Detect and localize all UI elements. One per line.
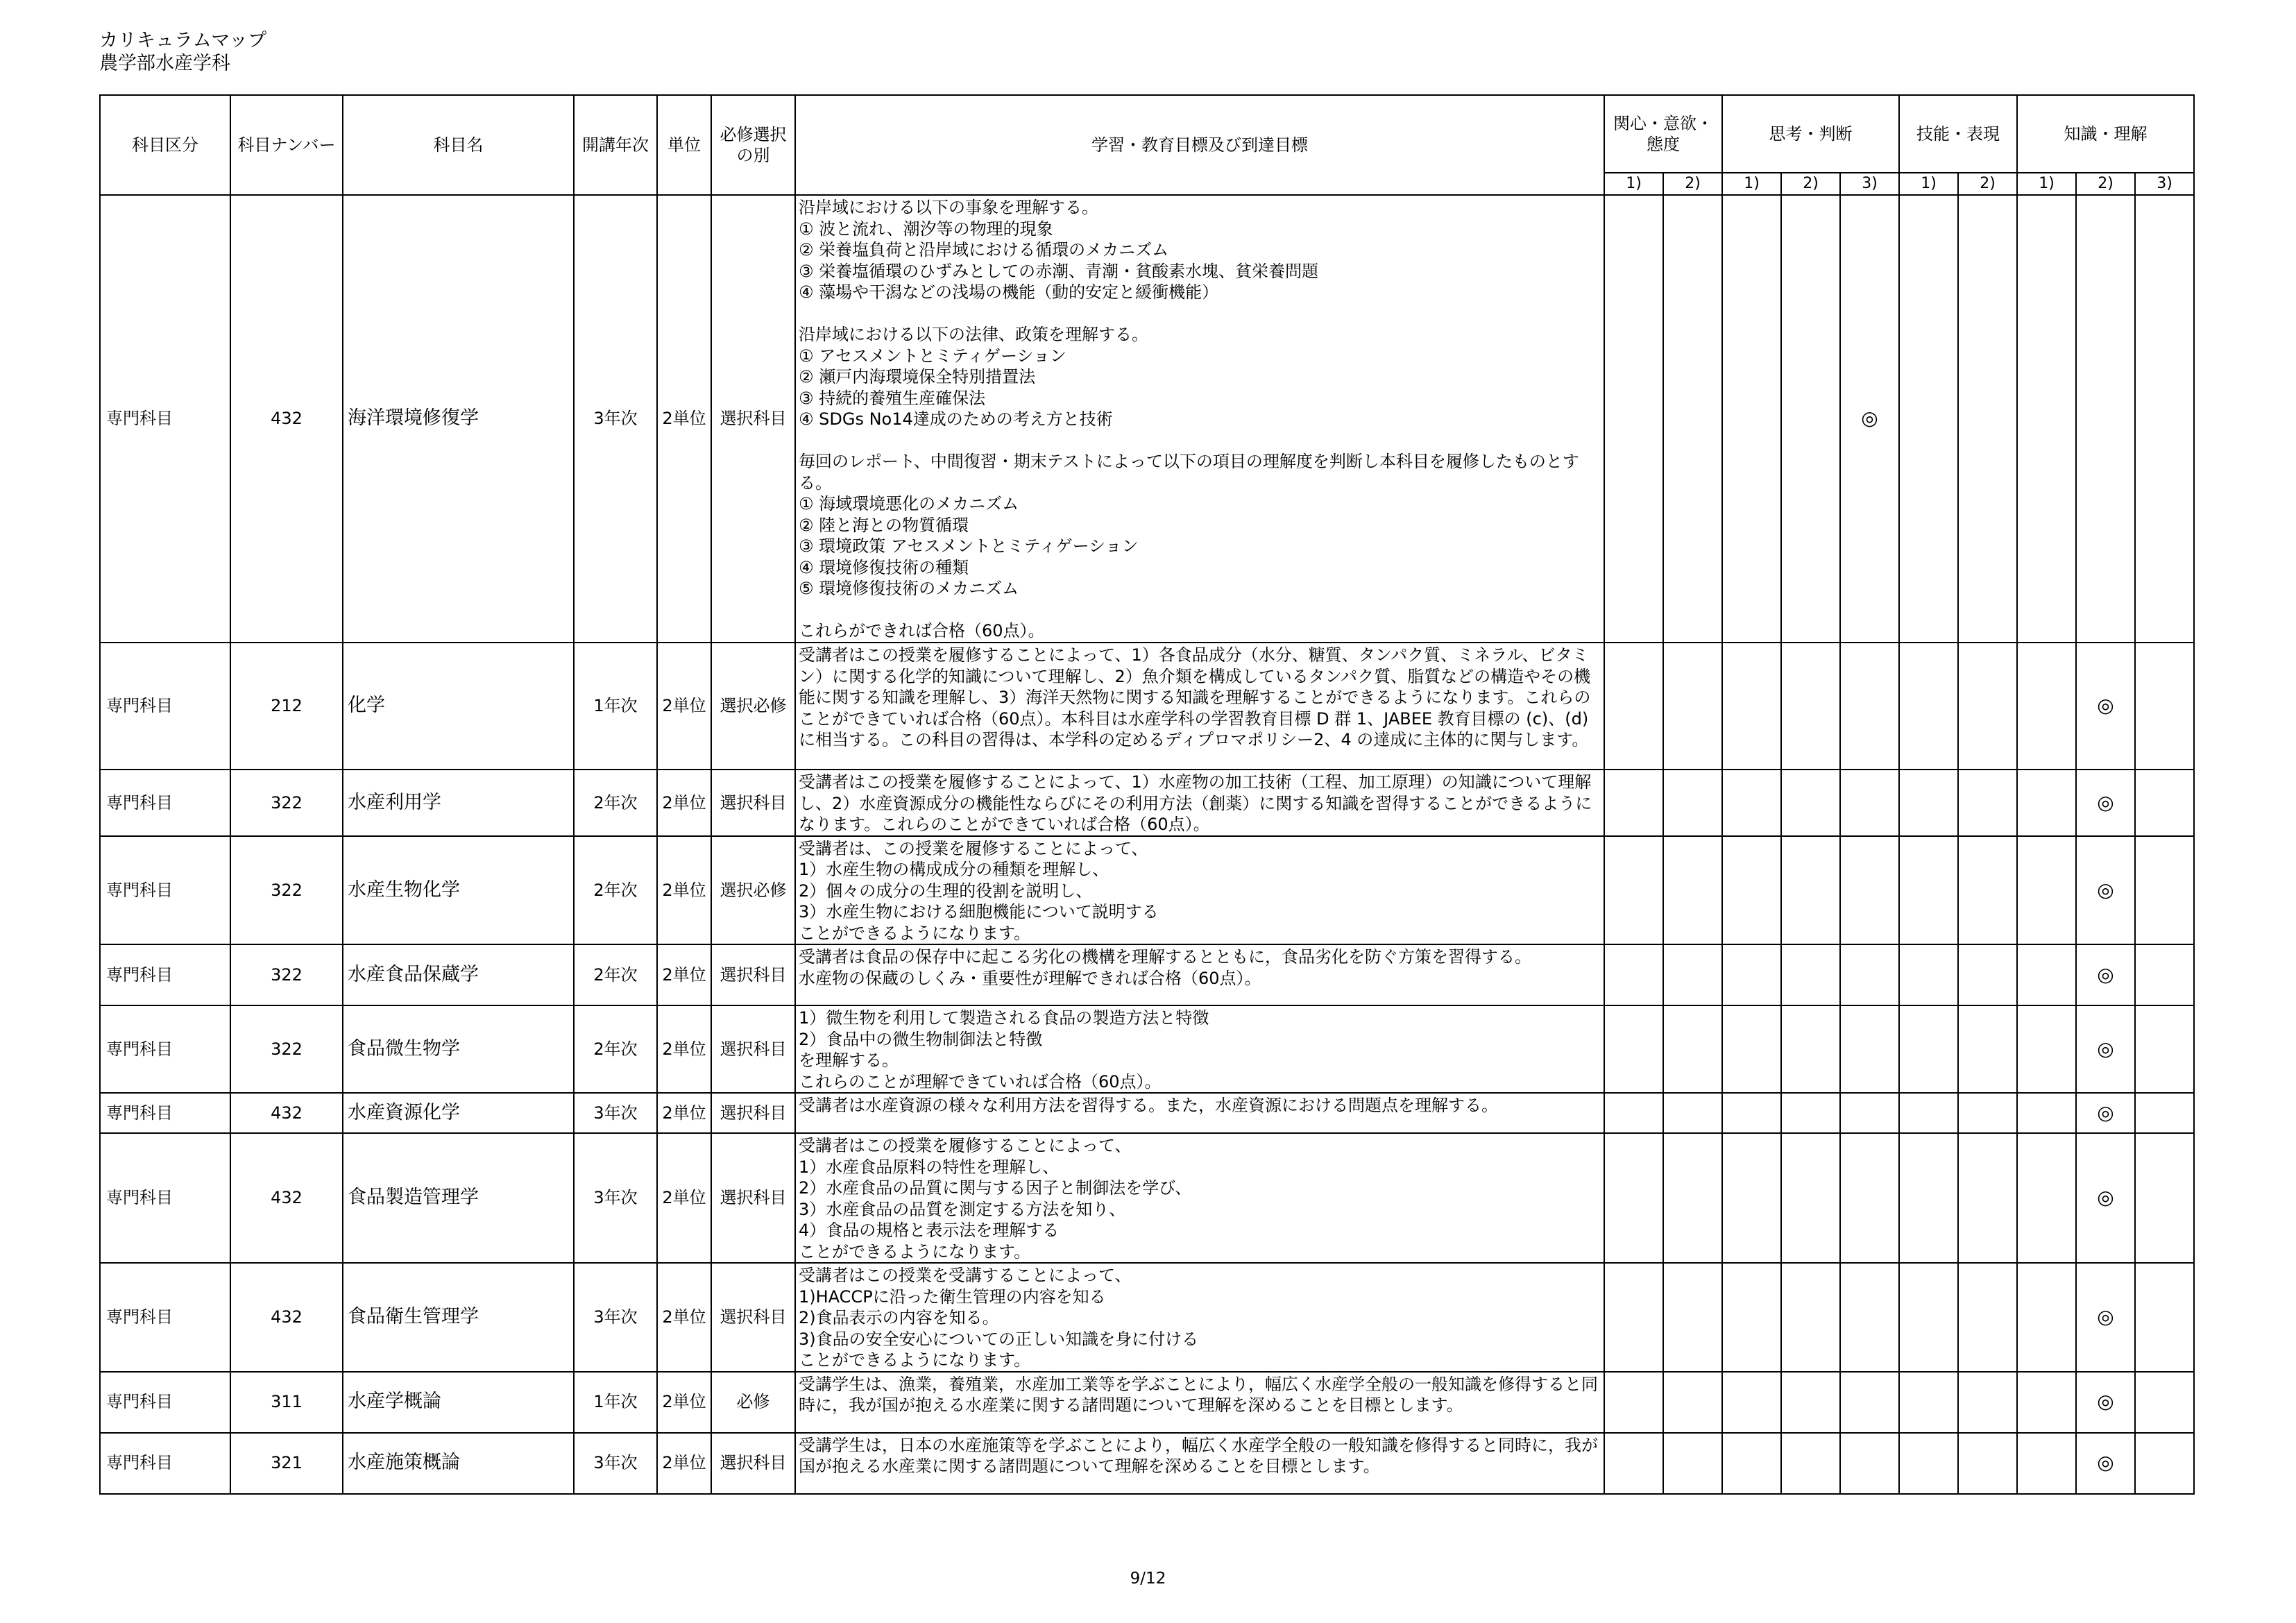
objective-mark-cell bbox=[2076, 1263, 2135, 1372]
subject-year: 3年次 bbox=[574, 1093, 657, 1133]
subject-unit: 2単位 bbox=[657, 1372, 711, 1433]
objective-mark-cell bbox=[1604, 770, 1663, 836]
table-row bbox=[100, 1372, 2194, 1433]
objective-mark: ◎ bbox=[2097, 1101, 2114, 1124]
objective-mark-cell bbox=[1899, 1372, 1958, 1433]
objective-mark-cell bbox=[1840, 944, 1899, 1005]
objective-mark: ◎ bbox=[2097, 962, 2114, 986]
header-group-knowledge: 知識・理解 bbox=[2017, 95, 2194, 173]
subject-required: 選択科目 bbox=[711, 1005, 795, 1093]
objective-mark-cell bbox=[1781, 1005, 1840, 1093]
objective-mark-cell bbox=[1840, 195, 1899, 643]
document-header bbox=[99, 29, 266, 75]
table-row bbox=[100, 1005, 2194, 1093]
subject-number: 432 bbox=[230, 195, 343, 643]
subject-name: 食品衛生管理学 bbox=[343, 1263, 574, 1372]
subject-number: 212 bbox=[230, 643, 343, 770]
department-name: 農学部水産学科 bbox=[99, 53, 230, 74]
objective-mark-cell bbox=[1781, 770, 1840, 836]
table-header bbox=[100, 95, 2194, 195]
subject-required: 選択必修 bbox=[711, 836, 795, 945]
header-required: 必修選択 の別 bbox=[711, 95, 795, 195]
objective-mark-cell bbox=[2076, 195, 2135, 643]
objective-mark-cell bbox=[1663, 770, 1722, 836]
objective-mark-cell bbox=[1722, 770, 1781, 836]
subject-category: 専門科目 bbox=[100, 770, 230, 836]
objective-mark-cell bbox=[1722, 1372, 1781, 1433]
objective-mark-cell bbox=[1899, 643, 1958, 770]
subject-unit: 2単位 bbox=[657, 1133, 711, 1263]
subject-category: 専門科目 bbox=[100, 1005, 230, 1093]
objective-mark-cell bbox=[1722, 1133, 1781, 1263]
objective-mark-cell bbox=[1840, 1372, 1899, 1433]
header-group-thinking: 思考・判断 bbox=[1722, 95, 1899, 173]
subject-year: 2年次 bbox=[574, 770, 657, 836]
objective-mark-cell bbox=[2017, 1433, 2076, 1494]
subject-goals: 受講者は食品の保存中に起こる劣化の機構を理解するとともに，食品劣化を防ぐ方策を習得する。 水産物の保蔵のしくみ・重要性が理解できれば合格（60点）。 bbox=[795, 944, 1604, 1005]
header-group-interest: 関心・意欲・ 態度 bbox=[1604, 95, 1722, 173]
objective-mark-cell bbox=[1722, 1093, 1781, 1133]
objective-mark-cell bbox=[1840, 1433, 1899, 1494]
subject-number: 321 bbox=[230, 1433, 343, 1494]
subject-goals: 受講学生は、漁業，養殖業，水産加工業等を学ぶことにより，幅広く水産学全般の一般知識を修得すると同時に，我が国が抱える水産業に関する諸問題について理解を深めることを目標とします。 bbox=[795, 1372, 1604, 1433]
objective-mark-cell bbox=[1663, 1005, 1722, 1093]
objective-mark: ◎ bbox=[2097, 1186, 2114, 1209]
subject-required: 必修 bbox=[711, 1372, 795, 1433]
subject-year: 1年次 bbox=[574, 1372, 657, 1433]
objective-mark-cell bbox=[2017, 836, 2076, 945]
sub-header: 2) bbox=[1781, 173, 1840, 195]
subject-required: 選択科目 bbox=[711, 195, 795, 643]
objective-mark-cell bbox=[1958, 1372, 2017, 1433]
objective-mark-cell bbox=[2135, 643, 2194, 770]
objective-mark: ◎ bbox=[2097, 694, 2114, 717]
subject-number: 322 bbox=[230, 1005, 343, 1093]
objective-mark-cell bbox=[1722, 1005, 1781, 1093]
objective-mark-cell bbox=[1604, 195, 1663, 643]
table-row bbox=[100, 1093, 2194, 1133]
page-number: 9/12 bbox=[1130, 1570, 1166, 1588]
subject-year: 3年次 bbox=[574, 1263, 657, 1372]
table-body bbox=[100, 195, 2194, 1494]
subject-goals: 1）微生物を利用して製造される食品の製造方法と特徴 2）食品中の微生物制御法と特徴 を理解する。 これらのことが理解できていれば合格（60点）。 bbox=[795, 1005, 1604, 1093]
objective-mark-cell bbox=[1722, 944, 1781, 1005]
subject-year: 2年次 bbox=[574, 944, 657, 1005]
subject-goals: 受講学生は，日本の水産施策等を学ぶことにより，幅広く水産学全般の一般知識を修得すると同時に，我が国が抱える水産業に関する諸問題について理解を深めることを目標とします。 bbox=[795, 1433, 1604, 1494]
subject-required: 選択科目 bbox=[711, 1433, 795, 1494]
subject-category: 専門科目 bbox=[100, 1133, 230, 1263]
objective-mark-cell bbox=[1899, 770, 1958, 836]
objective-mark-cell bbox=[1604, 1433, 1663, 1494]
document-title: カリキュラムマップ bbox=[99, 30, 267, 51]
subject-number: 432 bbox=[230, 1093, 343, 1133]
objective-mark-cell bbox=[1663, 1263, 1722, 1372]
objective-mark: ◎ bbox=[2097, 1451, 2114, 1475]
sub-header: 2) bbox=[2076, 173, 2135, 195]
subject-unit: 2単位 bbox=[657, 643, 711, 770]
table-row bbox=[100, 770, 2194, 836]
subject-goals: 受講者は水産資源の様々な利用方法を習得する。また，水産資源における問題点を理解する。 bbox=[795, 1093, 1604, 1133]
subject-name: 化学 bbox=[343, 643, 574, 770]
objective-mark-cell bbox=[1899, 1093, 1958, 1133]
objective-mark-cell bbox=[2076, 1372, 2135, 1433]
objective-mark-cell bbox=[2076, 770, 2135, 836]
header-number: 科目ナンバー bbox=[230, 95, 343, 195]
subject-name: 水産学概論 bbox=[343, 1372, 574, 1433]
subject-name: 食品微生物学 bbox=[343, 1005, 574, 1093]
sub-header: 1) bbox=[1722, 173, 1781, 195]
objective-mark-cell bbox=[2017, 195, 2076, 643]
header-goals: 学習・教育目標及び到達目標 bbox=[795, 95, 1604, 195]
objective-mark-cell bbox=[1958, 643, 2017, 770]
objective-mark: ◎ bbox=[2097, 878, 2114, 901]
objective-mark-cell bbox=[2017, 1263, 2076, 1372]
objective-mark-cell bbox=[1663, 836, 1722, 945]
objective-mark-cell bbox=[2017, 643, 2076, 770]
objective-mark-cell bbox=[1840, 1263, 1899, 1372]
objective-mark-cell bbox=[2135, 770, 2194, 836]
subject-name: 海洋環境修復学 bbox=[343, 195, 574, 643]
objective-mark-cell bbox=[1899, 1005, 1958, 1093]
objective-mark-cell bbox=[2017, 1093, 2076, 1133]
objective-mark-cell bbox=[1604, 944, 1663, 1005]
objective-mark-cell bbox=[1663, 1433, 1722, 1494]
objective-mark-cell bbox=[1663, 1372, 1722, 1433]
objective-mark-cell bbox=[1899, 1433, 1958, 1494]
objective-mark-cell bbox=[2135, 1133, 2194, 1263]
header-unit: 単位 bbox=[657, 95, 711, 195]
objective-mark-cell bbox=[1604, 1372, 1663, 1433]
objective-mark-cell bbox=[1604, 1263, 1663, 1372]
objective-mark-cell bbox=[1899, 836, 1958, 945]
objective-mark-cell bbox=[2135, 1005, 2194, 1093]
table-row bbox=[100, 944, 2194, 1005]
subject-category: 専門科目 bbox=[100, 1093, 230, 1133]
sub-header: 1) bbox=[2017, 173, 2076, 195]
header-category: 科目区分 bbox=[100, 95, 230, 195]
objective-mark-cell bbox=[1663, 643, 1722, 770]
table-row bbox=[100, 195, 2194, 643]
objective-mark: ◎ bbox=[2097, 1390, 2114, 1413]
subject-category: 専門科目 bbox=[100, 836, 230, 945]
subject-unit: 2単位 bbox=[657, 836, 711, 945]
subject-year: 2年次 bbox=[574, 836, 657, 945]
objective-mark-cell bbox=[1663, 1133, 1722, 1263]
objective-mark-cell bbox=[2017, 944, 2076, 1005]
objective-mark-cell bbox=[2135, 1372, 2194, 1433]
objective-mark-cell bbox=[1781, 1433, 1840, 1494]
objective-mark-cell bbox=[1722, 836, 1781, 945]
table-row bbox=[100, 836, 2194, 945]
subject-year: 3年次 bbox=[574, 1133, 657, 1263]
objective-mark-cell bbox=[1899, 944, 1958, 1005]
subject-unit: 2単位 bbox=[657, 1263, 711, 1372]
objective-mark-cell bbox=[1958, 1093, 2017, 1133]
subject-required: 選択科目 bbox=[711, 1263, 795, 1372]
objective-mark-cell bbox=[1781, 195, 1840, 643]
subject-unit: 2単位 bbox=[657, 195, 711, 643]
objective-mark: ◎ bbox=[2097, 1305, 2114, 1328]
objective-mark-cell bbox=[1958, 836, 2017, 945]
objective-mark-cell bbox=[1781, 836, 1840, 945]
subject-category: 専門科目 bbox=[100, 1433, 230, 1494]
sub-header: 1) bbox=[1899, 173, 1958, 195]
objective-mark-cell bbox=[2017, 1372, 2076, 1433]
sub-header: 1) bbox=[1604, 173, 1663, 195]
subject-name: 水産資源化学 bbox=[343, 1093, 574, 1133]
table-row bbox=[100, 1433, 2194, 1494]
objective-mark-cell bbox=[1958, 1005, 2017, 1093]
subject-number: 432 bbox=[230, 1263, 343, 1372]
objective-mark-cell bbox=[2017, 770, 2076, 836]
objective-mark-cell bbox=[2135, 1433, 2194, 1494]
objective-mark-cell bbox=[1840, 643, 1899, 770]
subject-number: 311 bbox=[230, 1372, 343, 1433]
header-name: 科目名 bbox=[343, 95, 574, 195]
subject-number: 322 bbox=[230, 770, 343, 836]
sub-header: 3) bbox=[1840, 173, 1899, 195]
subject-category: 専門科目 bbox=[100, 944, 230, 1005]
objective-mark-cell bbox=[1604, 836, 1663, 945]
objective-mark-cell bbox=[2017, 1005, 2076, 1093]
objective-mark: ◎ bbox=[2097, 790, 2114, 814]
objective-mark-cell bbox=[2076, 643, 2135, 770]
subject-required: 選択科目 bbox=[711, 770, 795, 836]
objective-mark-cell bbox=[1604, 1133, 1663, 1263]
objective-mark-cell bbox=[2076, 1133, 2135, 1263]
objective-mark-cell bbox=[2135, 1093, 2194, 1133]
subject-number: 432 bbox=[230, 1133, 343, 1263]
objective-mark-cell bbox=[1722, 1433, 1781, 1494]
objective-mark-cell bbox=[1958, 770, 2017, 836]
subject-goals: 受講者はこの授業を受講することによって、 1)HACCPに沿った衛生管理の内容を知る 2)食品表示の内容を知る。 3)食品の安全安心についての正しい知識を身に付ける ことができるようになります。 bbox=[795, 1263, 1604, 1372]
subject-name: 水産利用学 bbox=[343, 770, 574, 836]
sub-header: 2) bbox=[1663, 173, 1722, 195]
objective-mark-cell bbox=[1722, 1263, 1781, 1372]
objective-mark-cell bbox=[1958, 944, 2017, 1005]
table-row bbox=[100, 1263, 2194, 1372]
objective-mark-cell bbox=[1781, 1133, 1840, 1263]
table-row bbox=[100, 1133, 2194, 1263]
subject-number: 322 bbox=[230, 944, 343, 1005]
subject-goals: 受講者は、この授業を履修することによって、 1）水産生物の構成成分の種類を理解し、 2）個々の成分の生理的役割を説明し、 3）水産生物における細胞機能について説明する ことができるようになります。 bbox=[795, 836, 1604, 945]
subject-required: 選択科目 bbox=[711, 1093, 795, 1133]
header-year: 開講年次 bbox=[574, 95, 657, 195]
objective-mark-cell bbox=[2076, 944, 2135, 1005]
subject-year: 3年次 bbox=[574, 195, 657, 643]
objective-mark-cell bbox=[1781, 1263, 1840, 1372]
subject-category: 専門科目 bbox=[100, 195, 230, 643]
curriculum-map-table bbox=[99, 94, 2195, 1495]
subject-name: 食品製造管理学 bbox=[343, 1133, 574, 1263]
objective-mark-cell bbox=[1840, 770, 1899, 836]
subject-goals: 沿岸域における以下の事象を理解する。 ① 波と流れ、潮汐等の物理的現象 ② 栄養塩負荷と沿岸域における循環のメカニズム ③ 栄養塩循環のひずみとしての赤潮、青潮・貧酸素水塊、貧栄養問題 ④ 藻場や干潟などの浅場の機能（動的安定と緩衝機能） 沿岸域における以下の法律、政策を理解する。 ① アセスメントとミティゲーション ② 瀬戸内海環境保全特別措置法 ③ 持続的養殖生産確保法 ④ SDGs No14達成のための考え方と技術 毎回のレポート、中間復習・期末テストによって以下の項目の理解度を判断し本科目を履修したものとする。 ① 海域環境悪化のメカニズム ② 陸と海との物質循環 ③ 環境政策 アセスメントとミティゲーション ④ 環境修復技術の種類 ⑤ 環境修復技術のメカニズム これらができれば合格（60点）。 bbox=[795, 195, 1604, 643]
objective-mark-cell bbox=[1781, 643, 1840, 770]
objective-mark-cell bbox=[2076, 1005, 2135, 1093]
objective-mark-cell bbox=[1663, 1093, 1722, 1133]
objective-mark-cell bbox=[1781, 944, 1840, 1005]
objective-mark-cell bbox=[2076, 836, 2135, 945]
sub-header: 2) bbox=[1958, 173, 2017, 195]
subject-category: 専門科目 bbox=[100, 1372, 230, 1433]
objective-mark-cell bbox=[1604, 1005, 1663, 1093]
subject-unit: 2単位 bbox=[657, 944, 711, 1005]
objective-mark-cell bbox=[1958, 195, 2017, 643]
objective-mark-cell bbox=[1840, 1133, 1899, 1263]
objective-mark-cell bbox=[1840, 1093, 1899, 1133]
subject-required: 選択必修 bbox=[711, 643, 795, 770]
objective-mark-cell bbox=[2076, 1433, 2135, 1494]
subject-year: 3年次 bbox=[574, 1433, 657, 1494]
objective-mark-cell bbox=[1722, 195, 1781, 643]
objective-mark-cell bbox=[1899, 1263, 1958, 1372]
objective-mark-cell bbox=[2076, 1093, 2135, 1133]
objective-mark-cell bbox=[2135, 195, 2194, 643]
subject-number: 322 bbox=[230, 836, 343, 945]
subject-required: 選択科目 bbox=[711, 1133, 795, 1263]
subject-required: 選択科目 bbox=[711, 944, 795, 1005]
subject-name: 水産食品保蔵学 bbox=[343, 944, 574, 1005]
subject-category: 専門科目 bbox=[100, 643, 230, 770]
objective-mark-cell bbox=[1840, 836, 1899, 945]
table-row bbox=[100, 643, 2194, 770]
objective-mark-cell bbox=[2135, 836, 2194, 945]
subject-unit: 2単位 bbox=[657, 770, 711, 836]
objective-mark-cell bbox=[2135, 944, 2194, 1005]
subject-goals: 受講者はこの授業を履修することによって、1）水産物の加工技術（工程、加工原理）の知識について理解し、2）水産資源成分の機能性ならびにその利用方法（創薬）に関する知識を習得することができるようになります。これらのことができていれば合格（60点）。 bbox=[795, 770, 1604, 836]
objective-mark-cell bbox=[1663, 944, 1722, 1005]
objective-mark-cell bbox=[1781, 1372, 1840, 1433]
subject-unit: 2単位 bbox=[657, 1005, 711, 1093]
objective-mark-cell bbox=[1604, 1093, 1663, 1133]
subject-name: 水産施策概論 bbox=[343, 1433, 574, 1494]
objective-mark-cell bbox=[1899, 1133, 1958, 1263]
objective-mark-cell bbox=[1781, 1093, 1840, 1133]
subject-unit: 2単位 bbox=[657, 1433, 711, 1494]
subject-year: 1年次 bbox=[574, 643, 657, 770]
objective-mark-cell bbox=[1899, 195, 1958, 643]
subject-category: 専門科目 bbox=[100, 1263, 230, 1372]
objective-mark-cell bbox=[1958, 1133, 2017, 1263]
objective-mark: ◎ bbox=[1861, 407, 1878, 430]
objective-mark-cell bbox=[1722, 643, 1781, 770]
subject-goals: 受講者はこの授業を履修することによって、1）各食品成分（水分、糖質、タンパク質、ミネラル、ビタミン）に関する化学的知識について理解し、2）魚介類を構成しているタンパク質、脂質などの構造やその機能に関する知識を理解し、3）海洋天然物に関する知識を理解することができるようになります。これらのことができていれば合格（60点）。本科目は水産学科の学習教育目標 D 群 1、JABEE 教育目標の (c)、(d) に相当する。この科目の習得は、本学科の定めるディプロマポリシー2、4 の達成に主体的に関与します。 bbox=[795, 643, 1604, 770]
sub-header: 3) bbox=[2135, 173, 2194, 195]
header-group-skill: 技能・表現 bbox=[1899, 95, 2017, 173]
objective-mark-cell bbox=[1958, 1433, 2017, 1494]
objective-mark: ◎ bbox=[2097, 1037, 2114, 1060]
objective-mark-cell bbox=[1663, 195, 1722, 643]
objective-mark-cell bbox=[2135, 1263, 2194, 1372]
objective-mark-cell bbox=[1840, 1005, 1899, 1093]
subject-goals: 受講者はこの授業を履修することによって、 1）水産食品原料の特性を理解し、 2）水産食品の品質に関与する因子と制御法を学び、 3）水産食品の品質を測定する方法を知り、 4）食品の規格と表示法を理解する ことができるようになります。 bbox=[795, 1133, 1604, 1263]
objective-mark-cell bbox=[1604, 643, 1663, 770]
subject-name: 水産生物化学 bbox=[343, 836, 574, 945]
objective-mark-cell bbox=[2017, 1133, 2076, 1263]
subject-unit: 2単位 bbox=[657, 1093, 711, 1133]
objective-mark-cell bbox=[1958, 1263, 2017, 1372]
subject-year: 2年次 bbox=[574, 1005, 657, 1093]
